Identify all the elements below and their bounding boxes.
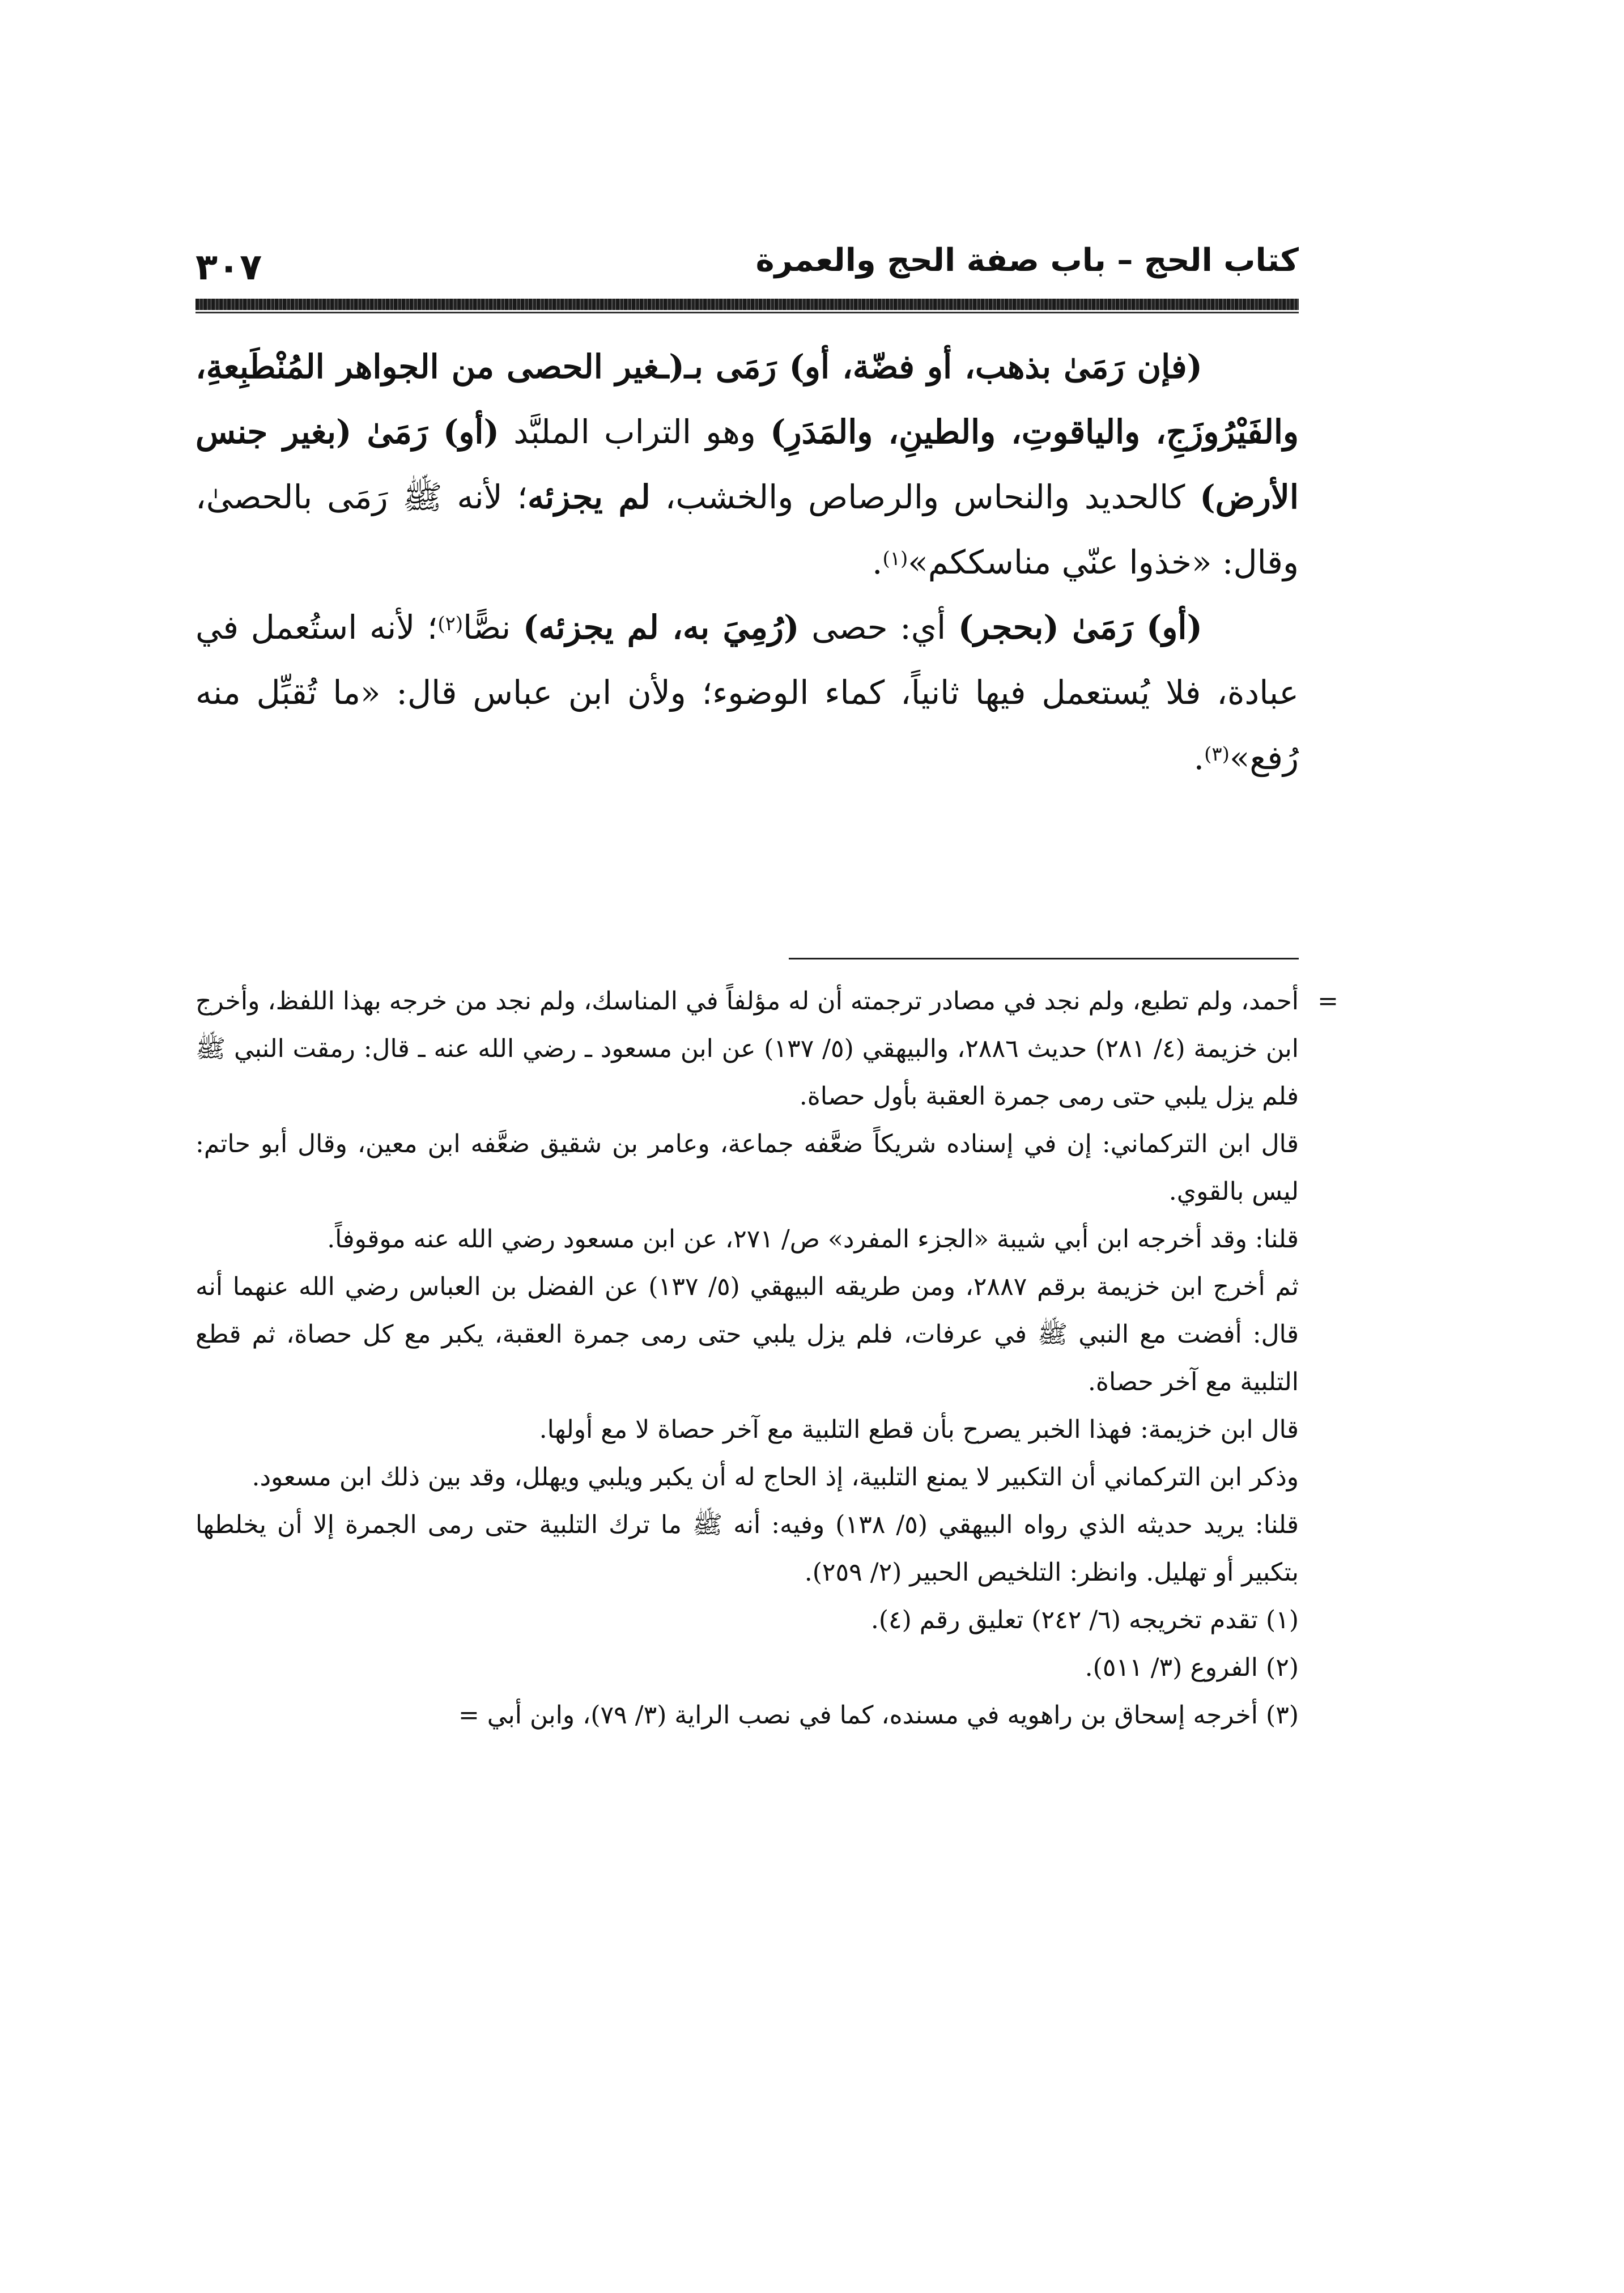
footnote-text: تقدم تخريجه (٦/ ٢٤٢) تعليق رقم (٤). bbox=[870, 1606, 1259, 1634]
matn-text: (أو) رَمَىٰ (بحجر) bbox=[958, 608, 1202, 647]
footnote-continuation-line: قلنا: يريد حديثه الذي رواه البيهقي (٥/ ١٣٨) وفيه: أنه ﷺ ما ترك التلبية حتى رمى الجمرة إلا أن يخلطها بتكبير أو تهليل. وانظر: التلخيص الحبير (٢/ ٢٥٩). bbox=[195, 1510, 1299, 1587]
footnote-continuation-line: قلنا: وقد أخرجه ابن أبي شيبة «الجزء المفرد» ص/ ٢٧١، عن ابن مسعود رضي الله عنه موقوفاً. bbox=[327, 1225, 1299, 1254]
footnote-continuation-line: قال ابن خزيمة: فهذا الخبر يصرح بأن قطع التلبية مع آخر حصاة لا مع أولها. bbox=[539, 1415, 1299, 1444]
sharh-text: نصًّا bbox=[463, 608, 523, 647]
footnote-ref-3[interactable]: (٣) bbox=[1204, 743, 1230, 766]
main-paragraph-2 bbox=[195, 595, 1299, 791]
footnote-3 bbox=[195, 1692, 1299, 1739]
sharh-text: وهو التراب الملبَّد bbox=[499, 413, 771, 451]
matn-text: (فإن رَمَىٰ بذهب، أو فضّة، أو) رَمَى بـ(ـغير الحصى من الجواهر المُنْطَبِعةِ، والفَيْرُوزَجِ، والياقوتِ، والطينِ، والمَدَرِ) bbox=[195, 347, 1299, 451]
sharh-text: ؛ لأنه ﷺ رَمَى بالحصىٰ، وقال: «خذوا عنّي مناسككم» bbox=[195, 478, 1299, 581]
sharh-text: كالحديد والنحاس والرصاص والخشب، bbox=[650, 478, 1200, 516]
footnote-separator bbox=[789, 958, 1299, 959]
sharh-text: ؛ لأنه استُعمل في عبادة، فلا يُستعمل فيها ثانياً، كماء الوضوء؛ ولأن ابن عباس قال: «ما تُقبِّل منه رُفع» bbox=[195, 608, 1299, 777]
footnote-number: (١) bbox=[1266, 1606, 1299, 1634]
matn-text: لم يجزئه bbox=[528, 478, 651, 516]
header-rule-thin bbox=[195, 312, 1299, 313]
page-header bbox=[195, 238, 1299, 289]
footnote-continuation-line: أحمد، ولم تطبع، ولم نجد في مصادر ترجمته أن له مؤلفاً في المناسك، ولم نجد من خرجه بهذا اللفظ، وأخرج ابن خزيمة (٤/ ٢٨١) حديث ٢٨٨٦، والبيهقي (٥/ ١٣٧) عن ابن مسعود ـ رضي الله عنه ـ قال: رمقت النبي ﷺ فلم يزل يلبي حتى رمى جمرة العقبة بأول حصاة. bbox=[195, 987, 1299, 1111]
sharh-text: . bbox=[1193, 738, 1205, 777]
footnote-text: الفروع (٣/ ٥١١). bbox=[1085, 1653, 1259, 1682]
footnote-2 bbox=[195, 1644, 1299, 1692]
sharh-text: أي: حصى bbox=[799, 608, 958, 647]
main-text bbox=[195, 334, 1299, 791]
footnote-ref-2[interactable]: (٢) bbox=[437, 613, 464, 635]
footnotes-section bbox=[195, 978, 1338, 1739]
running-title: كتاب الحج – باب صفة الحج والعمرة bbox=[755, 242, 1299, 279]
page-number: ٣٠٧ bbox=[195, 247, 262, 288]
footnote-continuation-line: ثم أخرج ابن خزيمة برقم ٢٨٨٧، ومن طريقه البيهقي (٥/ ١٣٧) عن الفضل بن العباس رضي الله عنهما أنه قال: أفضت مع النبي ﷺ في عرفات، فلم يزل يلبي حتى رمى جمرة العقبة، يكبر مع كل حصاة، ثم قطع التلبية مع آخر حصاة. bbox=[195, 1272, 1299, 1396]
header-rule bbox=[195, 299, 1299, 310]
matn-text: (رُمِيَ به، لم يجزئه) bbox=[522, 608, 800, 647]
main-paragraph-1 bbox=[195, 334, 1299, 595]
footnote-continuation-line: قال ابن التركماني: إن في إسناده شريكاً ضعَّفه جماعة، وعامر بن شقيق ضعَّفه ابن معين، وقال أبو حاتم: ليس بالقوي. bbox=[195, 1129, 1299, 1206]
footnote-1 bbox=[195, 1596, 1299, 1644]
matn-text: (أو) رَمَىٰ (بغير جنس الأرض) bbox=[195, 413, 1299, 516]
footnote-continuation-line: وذكر ابن التركماني أن التكبير لا يمنع التلبية، إذ الحاج له أن يكبر ويلبي ويهلل، وقد بين ذلك ابن مسعود. bbox=[252, 1463, 1299, 1492]
footnote-text: أخرجه إسحاق بن راهويه في مسنده، كما في نصب الراية (٣/ ٧٩)، وابن أبي = bbox=[458, 1701, 1259, 1730]
footnote-number: (٣) bbox=[1266, 1701, 1299, 1730]
continuation-mark: = bbox=[1317, 987, 1338, 1016]
footnote-ref-1[interactable]: (١) bbox=[882, 547, 908, 570]
footnote-number: (٢) bbox=[1266, 1653, 1299, 1682]
sharh-text: . bbox=[872, 543, 883, 581]
